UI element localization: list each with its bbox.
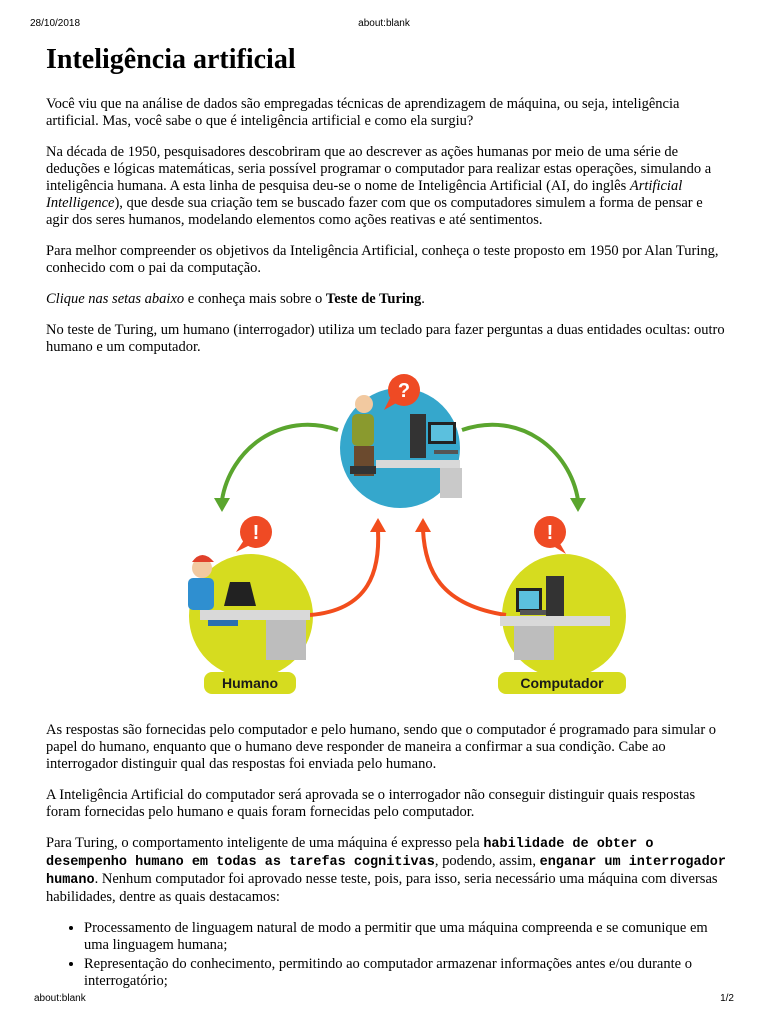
instruction-text: e conheça mais sobre o: [184, 291, 326, 307]
question-mark: ?: [397, 380, 411, 402]
green-arrow-right: [462, 425, 578, 500]
responses-paragraph: As respostas são fornecidas pelo computador e pelo humano, sendo que o computador é programado para simular o papel do humano, enquanto que o humano deve responder de maneira a confirmar a sua condição. Cabe ao interrogador distinguir qual das respostas foi enviada pelo humano.: [46, 722, 717, 772]
human-label: [204, 672, 296, 694]
orange-arrow-right: [423, 530, 506, 615]
orange-arrowhead-right: [415, 518, 431, 532]
skills-list: [46, 920, 726, 990]
behavior-text-1: Para Turing, o comportamento inteligente de uma máquina é expresso pela: [46, 835, 484, 851]
approval-paragraph: A Inteligência Artificial do computador será aprovada se o interrogador não conseguir distinguir quais respostas foram fornecidas pelo humano e quais foram fornecidas pelo computador.: [46, 787, 696, 820]
history-paragraph: [46, 144, 726, 229]
print-header: [0, 10, 768, 30]
turing-test-illustration: [140, 370, 660, 710]
behavior-text-2: , podendo, assim,: [434, 853, 540, 869]
behavior-highlight-2: enganar um interrogador humano: [46, 855, 726, 888]
behavior-text-3: . Nenhum computador foi aprovado nesse teste, pois, para isso, seria necessário uma máquina com diversas habilidades, dentre as quais destacamos:: [46, 871, 718, 905]
instruction-end: .: [421, 291, 425, 307]
print-header-url: about:blank: [358, 18, 410, 29]
test-paragraph: No teste de Turing, um humano (interrogador) utiliza um teclado para fazer perguntas a duas entidades ocultas: outro humano e um computador.: [46, 322, 725, 355]
history-term: Artificial Intelligence: [46, 178, 683, 211]
page-title: Inteligência artificial: [46, 44, 296, 75]
behavior-paragraph: [46, 835, 726, 906]
exclamation-bubble-left: [236, 516, 272, 552]
green-arrowhead-right: [570, 498, 586, 512]
history-text-2: ), que desde sua criação tem se buscado fazer com que os computadores simulem a forma de pensar e agir dos seres humanos, modelando elementos como ações reativas e até sentimentos.: [46, 195, 703, 228]
intro-paragraph: Você viu que na análise de dados são empregadas técnicas de aprendizagem de máquina, ou seja, inteligência artificial. Mas, você sabe o que é inteligência artificial e como ela surgiu?: [46, 96, 680, 129]
behavior-highlight-1: habilidade de obter o desempenho humano em todas as tarefas cognitivas: [46, 837, 654, 870]
turing-paragraph: Para melhor compreender os objetivos da Inteligência Artificial, conheça o teste proposto em 1950 por Alan Turing, conhecido com o pai da computação.: [46, 243, 719, 276]
print-date: 28/10/2018: [30, 18, 81, 29]
list-item: • Representação do conhecimento, permitindo ao computador armazenar informações antes e/ou durante o interrogatório;: [84, 956, 726, 990]
print-footer-url: about:blank: [34, 993, 86, 1004]
instruction-paragraph: [46, 291, 726, 308]
computer-label: [498, 672, 626, 694]
instruction-topic: Teste de Turing: [325, 291, 422, 307]
exclamation-right: !: [546, 522, 554, 544]
history-text-1: Na década de 1950, pesquisadores descobriram que ao descrever as ações humanas por meio de uma série de deduções e lógicas matemáticas, seria possível programar o computador para realizar estas operações, simulando a inteligência humana. A esta linha de pesquisa deu-se o nome de Inteligência Artificial (AI, do inglês: [46, 144, 712, 194]
list-item: • Processamento de linguagem natural de modo a permitir que uma máquina compreenda e se comunique em uma linguagem humana;: [84, 920, 726, 954]
computer-label-text: Computador: [520, 675, 604, 691]
green-arrow-left: [222, 425, 338, 500]
article: [46, 42, 726, 992]
exclamation-bubble-right: [534, 516, 566, 554]
page-number: 1/2: [720, 993, 734, 1004]
exclamation-left: !: [252, 522, 260, 544]
human-label-text: Humano: [222, 675, 278, 691]
green-arrowhead-left: [214, 498, 230, 512]
orange-arrowhead-left: [370, 518, 386, 532]
print-footer: [0, 993, 768, 1013]
instruction-click: Clique nas setas abaixo: [46, 291, 185, 307]
orange-arrow-left: [310, 530, 378, 615]
